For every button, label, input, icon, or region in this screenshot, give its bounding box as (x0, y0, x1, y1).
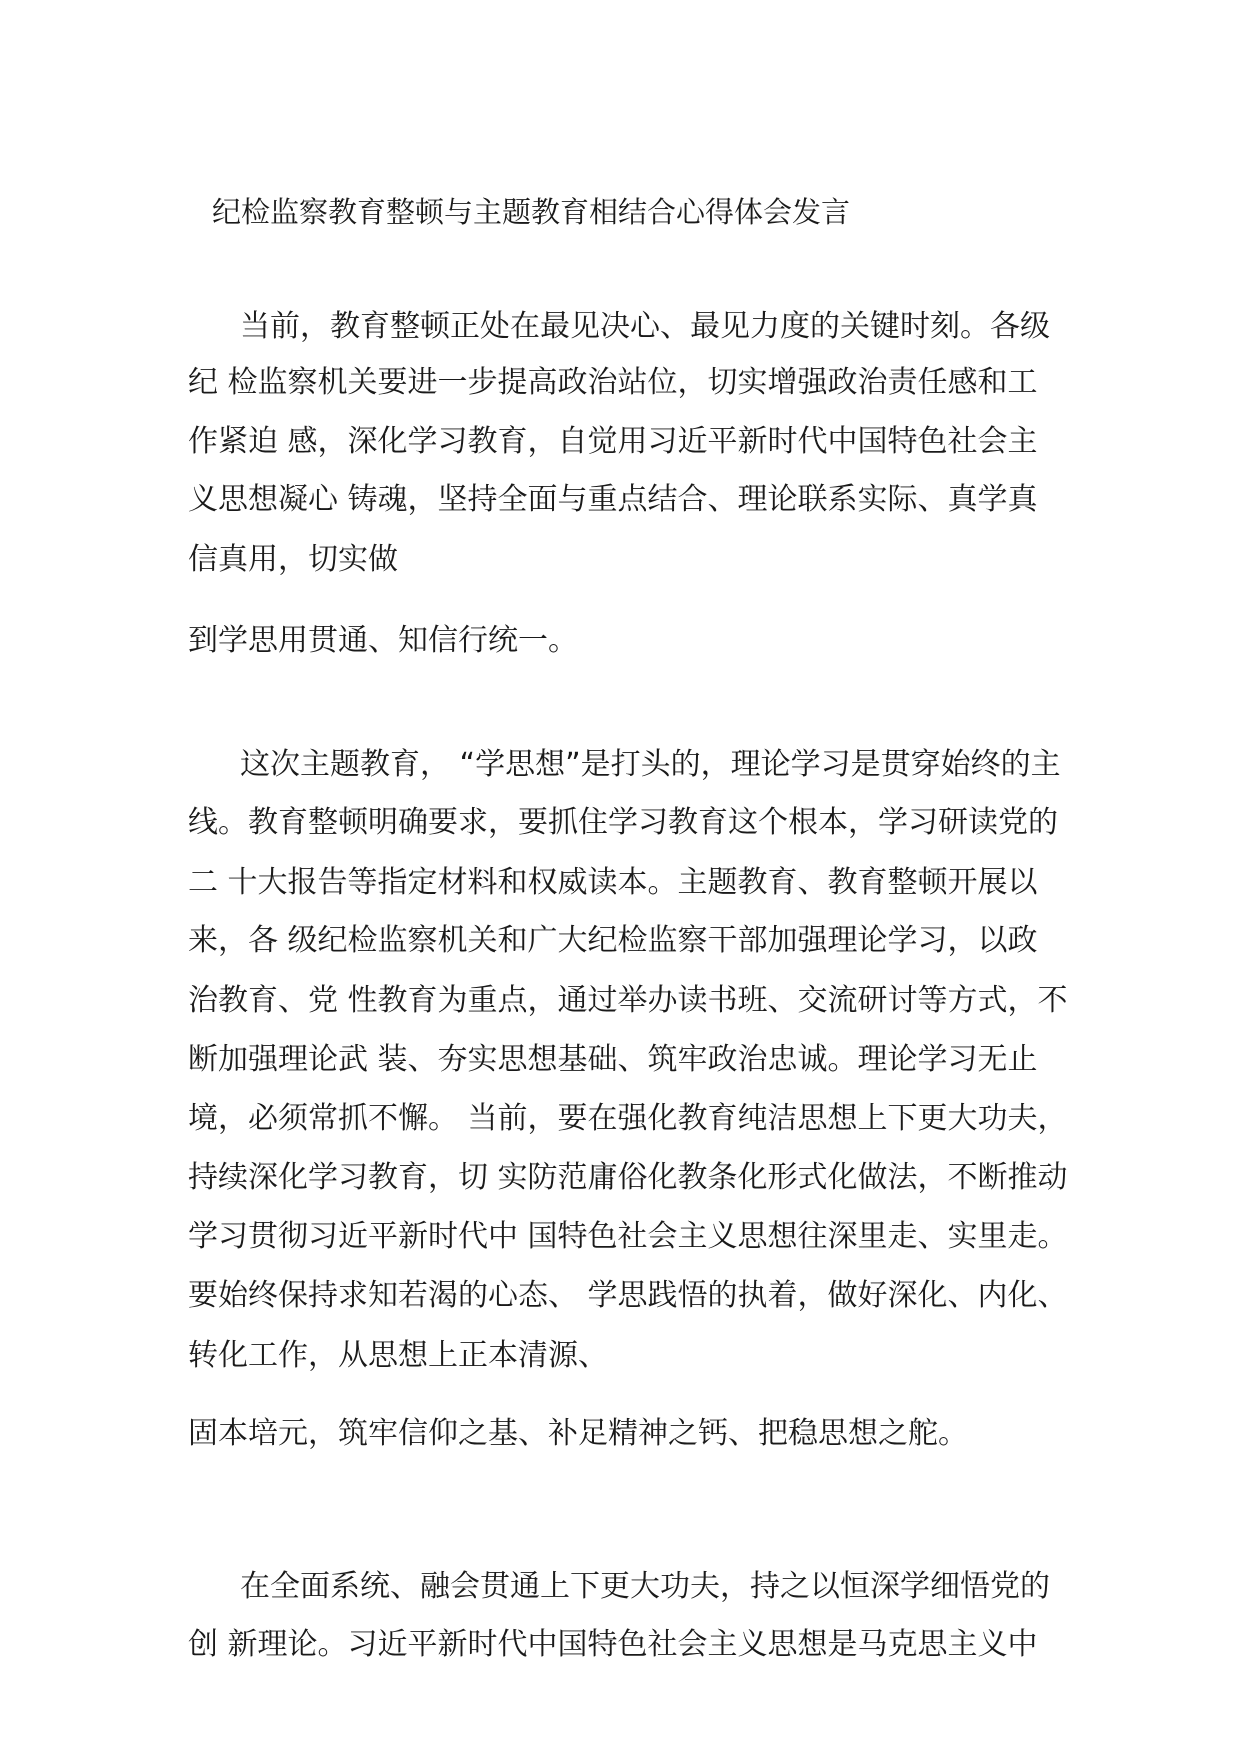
paragraph-2-line-4: 来，各 级纪检监察机关和广大纪检监察干部加强理论学习，以政 (188, 923, 1038, 958)
paragraph-1-line-4: 义思想凝心 铸魂，坚持全面与重点结合、理论联系实际、真学真 (188, 482, 1038, 517)
document-title: 纪检监察教育整顿与主题教育相结合心得体会发言 (212, 195, 851, 229)
paragraph-1-line-3: 作紧迫 感，深化学习教育，自觉用习近平新时代中国特色社会主 (188, 424, 1038, 459)
paragraph-2-line-1: 这次主题教育， “学思想”是打头的，理论学习是贯穿始终的主 (240, 747, 1061, 782)
paragraph-2-line-12: 固本培元，筑牢信仰之基、补足精神之钙、把稳思想之舵。 (188, 1416, 968, 1451)
paragraph-2-line-2: 线。教育整顿明确要求，要抓住学习教育这个根本，学习研读党的 (188, 805, 1058, 840)
paragraph-2-line-9: 学习贯彻习近平新时代中 国特色社会主义思想往深里走、实里走。 (188, 1219, 1068, 1254)
paragraph-2-line-3: 二 十大报告等指定材料和权威读本。主题教育、教育整顿开展以 (188, 865, 1038, 900)
paragraph-3-line-2: 创 新理论。习近平新时代中国特色社会主义思想是马克思主义中 (188, 1627, 1038, 1662)
paragraph-3-line-1: 在全面系统、融会贯通上下更大功夫，持之以恒深学细悟党的 (240, 1569, 1050, 1604)
paragraph-2-line-5: 治教育、党 性教育为重点，通过举办读书班、交流研讨等方式，不 (188, 983, 1068, 1018)
paragraph-2-line-11: 转化工作，从思想上正本清源、 (188, 1338, 608, 1373)
paragraph-2-line-7: 境，必须常抓不懈。 当前，要在强化教育纯洁思想上下更大功夫， (188, 1101, 1068, 1136)
paragraph-1-line-1: 当前，教育整顿正处在最见决心、最见力度的关键时刻。各级 (240, 309, 1050, 344)
paragraph-1-line-2: 纪 检监察机关要进一步提高政治站位，切实增强政治责任感和工 (188, 365, 1038, 400)
paragraph-2-line-6: 断加强理论武 装、夯实思想基础、筑牢政治忠诚。理论学习无止 (188, 1042, 1038, 1077)
paragraph-1-line-6: 到学思用贯通、知信行统一。 (188, 623, 578, 658)
paragraph-1-line-5: 信真用，切实做 (188, 542, 398, 577)
paragraph-2-line-8: 持续深化学习教育，切 实防范庸俗化教条化形式化做法，不断推动 (188, 1160, 1068, 1195)
paragraph-2-line-10: 要始终保持求知若渴的心态、 学思践悟的执着，做好深化、内化、 (188, 1278, 1068, 1313)
